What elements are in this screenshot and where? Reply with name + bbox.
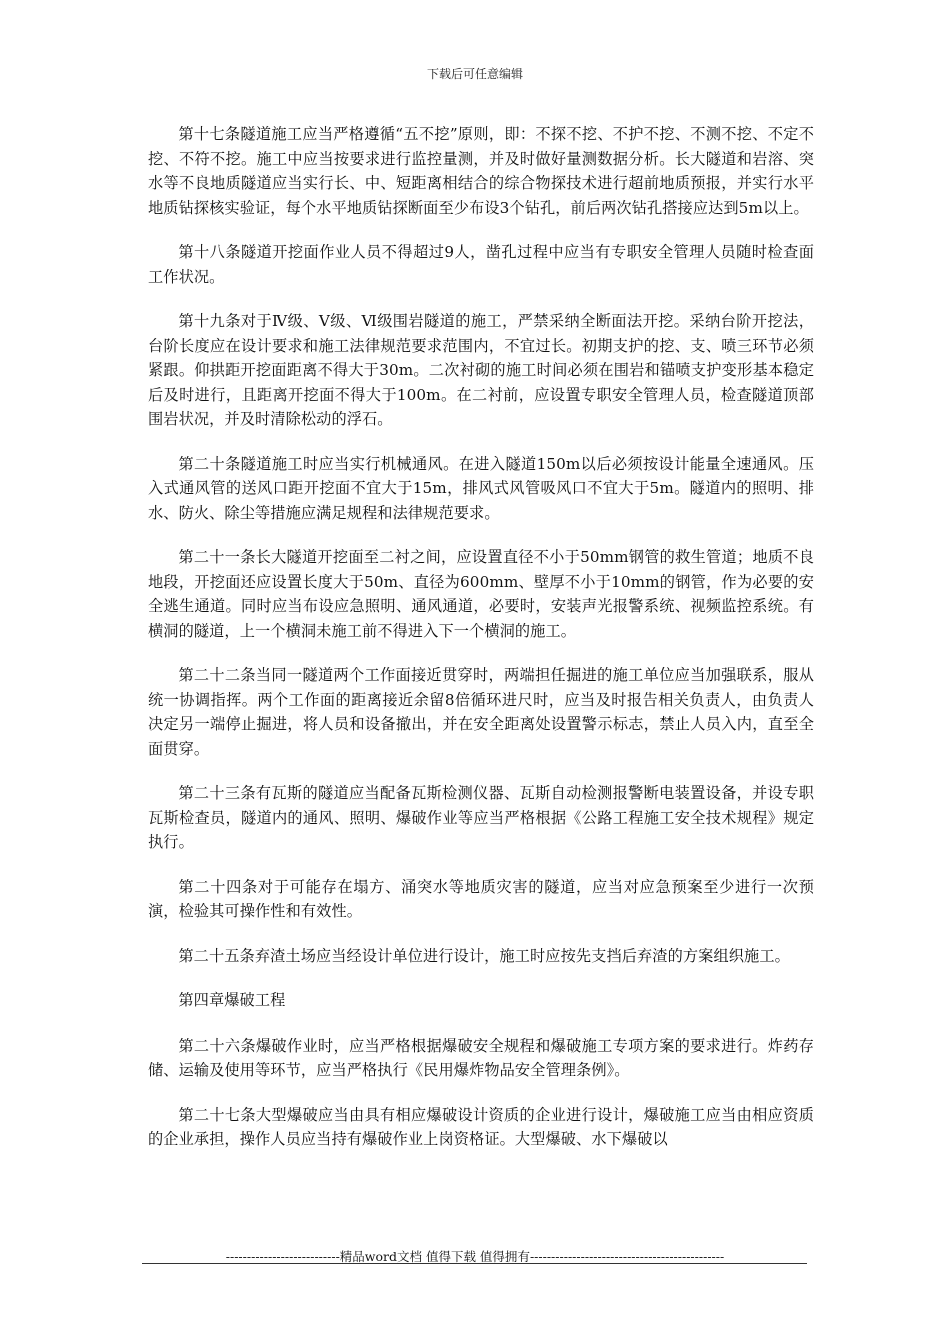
document-body [148, 122, 814, 1172]
paragraph-article-27: 第二十七条大型爆破应当由具有相应爆破设计资质的企业进行设计，爆破施工应当由相应资质的企业承担，操作人员应当持有爆破作业上岗资格证。大型爆破、水下爆破以 [148, 1105, 814, 1148]
chapter-heading: 第四章爆破工程 [178, 991, 286, 1009]
paragraph-article-20: 第二十条隧道施工时应当实行机械通风。在进入隧道150m以后必须按设计能量全速通风。压入式通风管的送风口距开挖面不宜大于15m，排风式风管吸风口不宜大于5m。隧道内的照明、排水、防火、除尘等措施应满足规程和法律规范要求。 [148, 454, 814, 522]
page-header: 下载后可任意编辑 [426, 67, 523, 81]
paragraph-article-21: 第二十一条长大隧道开挖面至二衬之间，应设置直径不小于50mm钢管的救生管道；地质不良地段，开挖面还应设置长度大于50m、直径为600mm、壁厚不小于10mm的钢管，作为必要的安全逃生通道。同时应当布设应急照明、通风通道，必要时，安装声光报警系统、视频监控系统。有横洞的隧道，上一个横洞未施工前不得进入下一个横洞的施工。 [148, 548, 814, 640]
footer-divider [142, 1263, 807, 1264]
paragraph-article-18: 第十八条隧道开挖面作业人员不得超过9人，凿孔过程中应当有专职安全管理人员随时检查面工作状况。 [148, 243, 814, 286]
paragraph-article-19: 第十九条对于Ⅳ级、Ⅴ级、Ⅵ级围岩隧道的施工，严禁采纳全断面法开挖。采纳台阶开挖法，台阶长度应在设计要求和施工法律规范要求范围内，不宜过长。初期支护的挖、支、喷三环节必须紧跟。仰拱距开挖面距离不得大于30m。二次衬砌的施工时间必须在围岩和锚喷支护变形基本稳定后及时进行，且距离开挖面不得大于100m。在二衬前，应设置专职安全管理人员，检查隧道顶部围岩状况，并及时清除松动的浮石。 [148, 312, 814, 428]
paragraph-article-26: 第二十六条爆破作业时，应当严格根据爆破安全规程和爆破施工专项方案的要求进行。炸药存储、运输及使用等环节，应当严格执行《民用爆炸物品安全管理条例》。 [148, 1036, 814, 1079]
paragraph-article-17: 第十七条隧道施工应当严格遵循“五不挖”原则，即：不探不挖、不护不挖、不测不挖、不定不挖、不符不挖。施工中应当按要求进行监控量测，并及时做好量测数据分析。长大隧道和岩溶、突水等不良地质隧道应当实行长、中、短距离相结合的综合物探技术进行超前地质预报，并实行水平地质钻探核实验证，每个水平地质钻探断面至少布设3个钻孔，前后两次钻孔搭接应达到5m以上。 [148, 125, 814, 217]
paragraph-article-23: 第二十三条有瓦斯的隧道应当配备瓦斯检测仪器、瓦斯自动检测报警断电装置设备，并设专职瓦斯检查员，隧道内的通风、照明、爆破作业等应当严格根据《公路工程施工安全技术规程》规定执行。 [148, 784, 814, 851]
page-footer: ---------------------------精品word文档 值得下载 值得拥有---------------------------------------------- [225, 1249, 725, 1264]
paragraph-article-24: 第二十四条对于可能存在塌方、涌突水等地质灾害的隧道，应当对应急预案至少进行一次预演，检验其可操作性和有效性。 [148, 877, 814, 920]
paragraph-article-22: 第二十二条当同一隧道两个工作面接近贯穿时，两端担任掘进的施工单位应当加强联系，服从统一协调指挥。两个工作面的距离接近余留8倍循环进尺时，应当及时报告相关负责人，由负责人决定另一端停止掘进，将人员和设备撤出，并在安全距离处设置警示标志，禁止人员入内，直至全面贯穿。 [148, 666, 814, 758]
paragraph-article-25: 第二十五条弃渣土场应当经设计单位进行设计，施工时应按先支挡后弃渣的方案组织施工。 [178, 946, 790, 965]
